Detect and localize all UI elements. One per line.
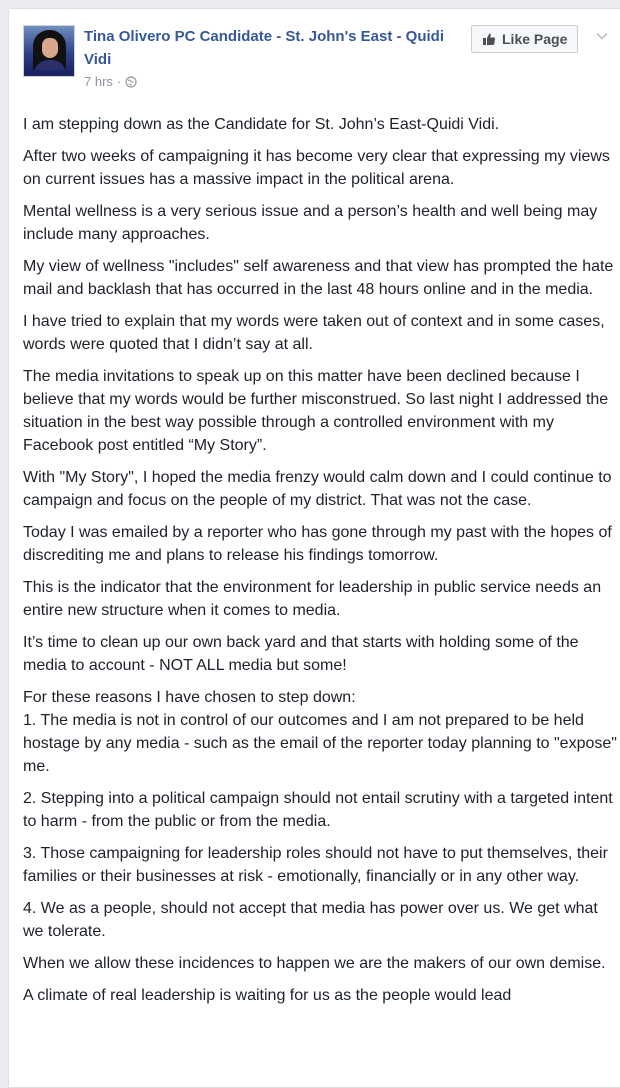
post-paragraph: A climate of real leadership is waiting for us as the people would lead bbox=[23, 987, 512, 1004]
meta-separator: · bbox=[116, 74, 122, 89]
page-avatar[interactable] bbox=[23, 25, 75, 77]
page-name-link[interactable]: Tina Olivero PC Candidate - St. John's East - Quidi Vidi bbox=[84, 28, 445, 68]
post-paragraph: The media invitations to speak up on this matter have been declined because I believe that my words would be further misconstrued. So last night I addressed the situation in the best way possible through a controlled environment with my Facebook post entitled “My Story”. bbox=[23, 368, 609, 454]
post-paragraph: I have tried to explain that my words were taken out of context and in some cases, words were quoted that I didn’t say at all. bbox=[23, 313, 605, 353]
post-paragraph: 2. Stepping into a political campaign should not entail scrutiny with a targeted intent to harm - from the public or from the media. bbox=[23, 790, 613, 830]
post-paragraph: After two weeks of campaigning it has become very clear that expressing my views on current issues has a massive impact in the political arena. bbox=[23, 148, 610, 188]
post-paragraph: 3. Those campaigning for leadership roles should not have to put themselves, their families or their businesses at risk - emotionally, financially or in any other way. bbox=[23, 845, 608, 885]
post-paragraph: My view of wellness "includes" self awareness and that view has prompted the hate mail and backlash that has occurred in the last 48 hours online and in the media. bbox=[23, 258, 614, 298]
post-timestamp[interactable]: 7 hrs bbox=[84, 74, 113, 89]
post-body bbox=[23, 113, 617, 1016]
post-card bbox=[8, 8, 620, 1088]
post-meta bbox=[84, 73, 137, 91]
post-paragraph: It’s time to clean up our own back yard and that starts with holding some of the media to account - NOT ALL media but some! bbox=[23, 634, 579, 674]
post-paragraph: For these reasons I have chosen to step down: 1. The media is not in control of our outcomes and I am not prepared to be held hostage by any media - such as the email of the reporter today planning to "expose" me. bbox=[23, 689, 617, 775]
globe-icon bbox=[125, 76, 137, 88]
post-paragraph: This is the indicator that the environment for leadership in public service needs an entire new structure when it comes to media. bbox=[23, 579, 602, 619]
post-paragraph: With "My Story", I hoped the media frenzy would calm down and I could continue to campaign and focus on the people of my district. That was not the case. bbox=[23, 469, 612, 509]
like-page-label: Like Page bbox=[502, 31, 568, 47]
post-paragraph: I am stepping down as the Candidate for St. John’s East-Quidi Vidi. bbox=[23, 116, 500, 133]
post-paragraph: Today I was emailed by a reporter who has gone through my past with the hopes of discrediting me and plans to release his findings tomorrow. bbox=[23, 524, 612, 564]
post-paragraph: When we allow these incidences to happen we are the makers of our own demise. bbox=[23, 955, 606, 972]
post-paragraph: 4. We as a people, should not accept that media has power over us. We get what we tolerate. bbox=[23, 900, 598, 940]
post-paragraph: Mental wellness is a very serious issue and a person’s health and well being may include many approaches. bbox=[23, 203, 598, 243]
chevron-down-icon[interactable] bbox=[595, 29, 609, 43]
like-page-button[interactable] bbox=[471, 25, 578, 53]
thumbs-up-icon bbox=[482, 32, 496, 46]
